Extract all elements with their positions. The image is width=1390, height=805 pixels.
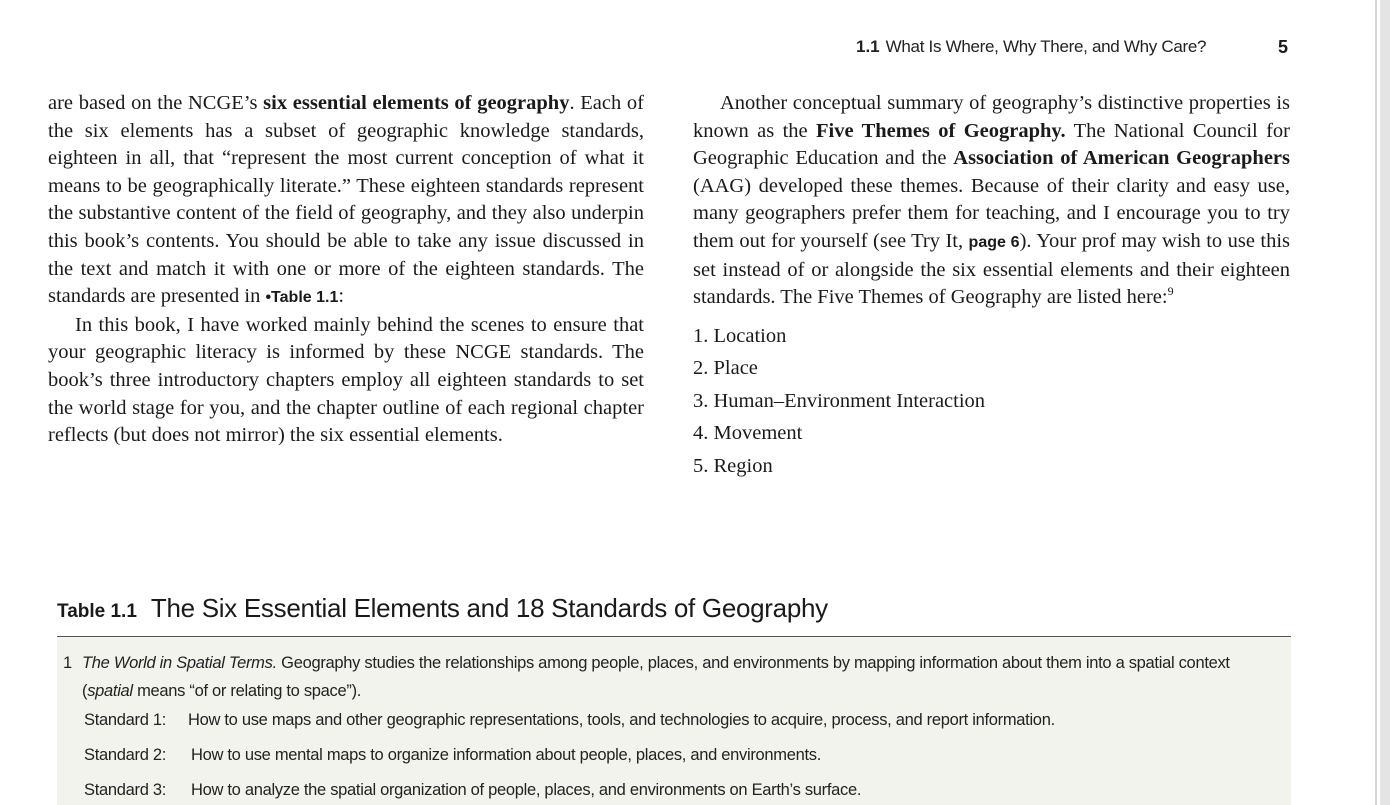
table-heading [57,593,828,624]
aag-term: Association of American Geographers [953,147,1290,170]
page-6-link[interactable]: page 6 [968,233,1020,251]
page-number: 5 [1278,37,1289,57]
table-row [84,781,861,800]
paragraph-standards: are based on the NCGE’s six essential elements of geography. Each of the six elements has a subset of geographic knowledge standards, eighteen in all, that “represent the most current conception of what it means to be geographically literate.” These eighteen standards represent the substantive content of the field of geography, and they also underpin this book’s contents. You should be able to take any issue discussed in the text and match it with one or more of the eighteen standards. The standards are presented in •Table 1.1: [48,92,644,308]
viewer-scrollbar[interactable] [1380,0,1390,805]
section-title: What Is Where, Why There, and Why Care? [885,37,1207,56]
footnote-marker[interactable]: 9 [1167,284,1174,299]
five-themes-list [693,320,1290,483]
page-edge-shadow [1375,0,1377,805]
paragraph-ncge: In this book, I have worked mainly behind the scenes to ensure that your geographic literacy is informed by these NCGE standards. The book’s three introductory chapters employ all eighteen standards to set the world stage for you, and the chapter outline of each regional chapter reflects (but does not mirror) the six essential elements. [48,313,644,447]
table-label: Table 1.1 [57,601,137,622]
left-column [48,90,644,450]
paragraph-five-themes: Another conceptual summary of geography’s distinctive properties is known as the Five Themes of Geography. The National Council for Geographic Education and the Association of American Geographers (AAG) developed these themes. Because of their clarity and easy use, many geographers prefer them for teaching, and I encourage you to try them out for yourself (see Try It, page 6). Your prof may wish to use this set instead of or alongside the six essential elements and their eighteen standards. The Five Themes of Geography are listed here:$^9$ [693,92,1291,309]
standard-text: How to analyze the spatial organization of people, places, and environments on Earth’s surface. [191,781,862,799]
five-themes-term: Five Themes of Geography. [816,119,1066,142]
table-1-1-link[interactable]: •Table 1.1 [265,289,339,307]
right-column [693,90,1290,482]
table-row [84,746,821,765]
standard-label: Standard 3: [84,781,167,799]
six-essential-elements-term: six essential elements of geography [263,92,570,114]
element-name: The World in Spatial Terms. [82,654,277,672]
standard-label: Standard 1: [84,711,167,729]
essential-element-row [63,649,1243,705]
running-head [856,37,1206,57]
section-number: 1.1 [856,37,880,56]
element-number: 1 [63,654,72,672]
element-description: The World in Spatial Terms. Geography studies the relationships among people, places, and environments by mapping information about them into a spatial context (spatial means “of or relating to space”). [82,654,1230,700]
table-caption: The Six Essential Elements and 18 Standards of Geography [150,593,828,623]
list-item: 1. Location [693,324,787,347]
list-item: 3. Human–Environment Interaction [693,389,986,412]
table-row [84,711,1055,730]
list-item: 5. Region [693,454,773,477]
standard-text: How to use maps and other geographic representations, tools, and technologies to acquire, process, and report information. [188,711,1055,729]
table-body [57,637,1291,805]
standard-text: How to use mental maps to organize information about people, places, and environments. [191,746,821,764]
list-item: 4. Movement [693,422,803,445]
list-item: 2. Place [693,357,758,380]
standard-label: Standard 2: [84,746,167,764]
